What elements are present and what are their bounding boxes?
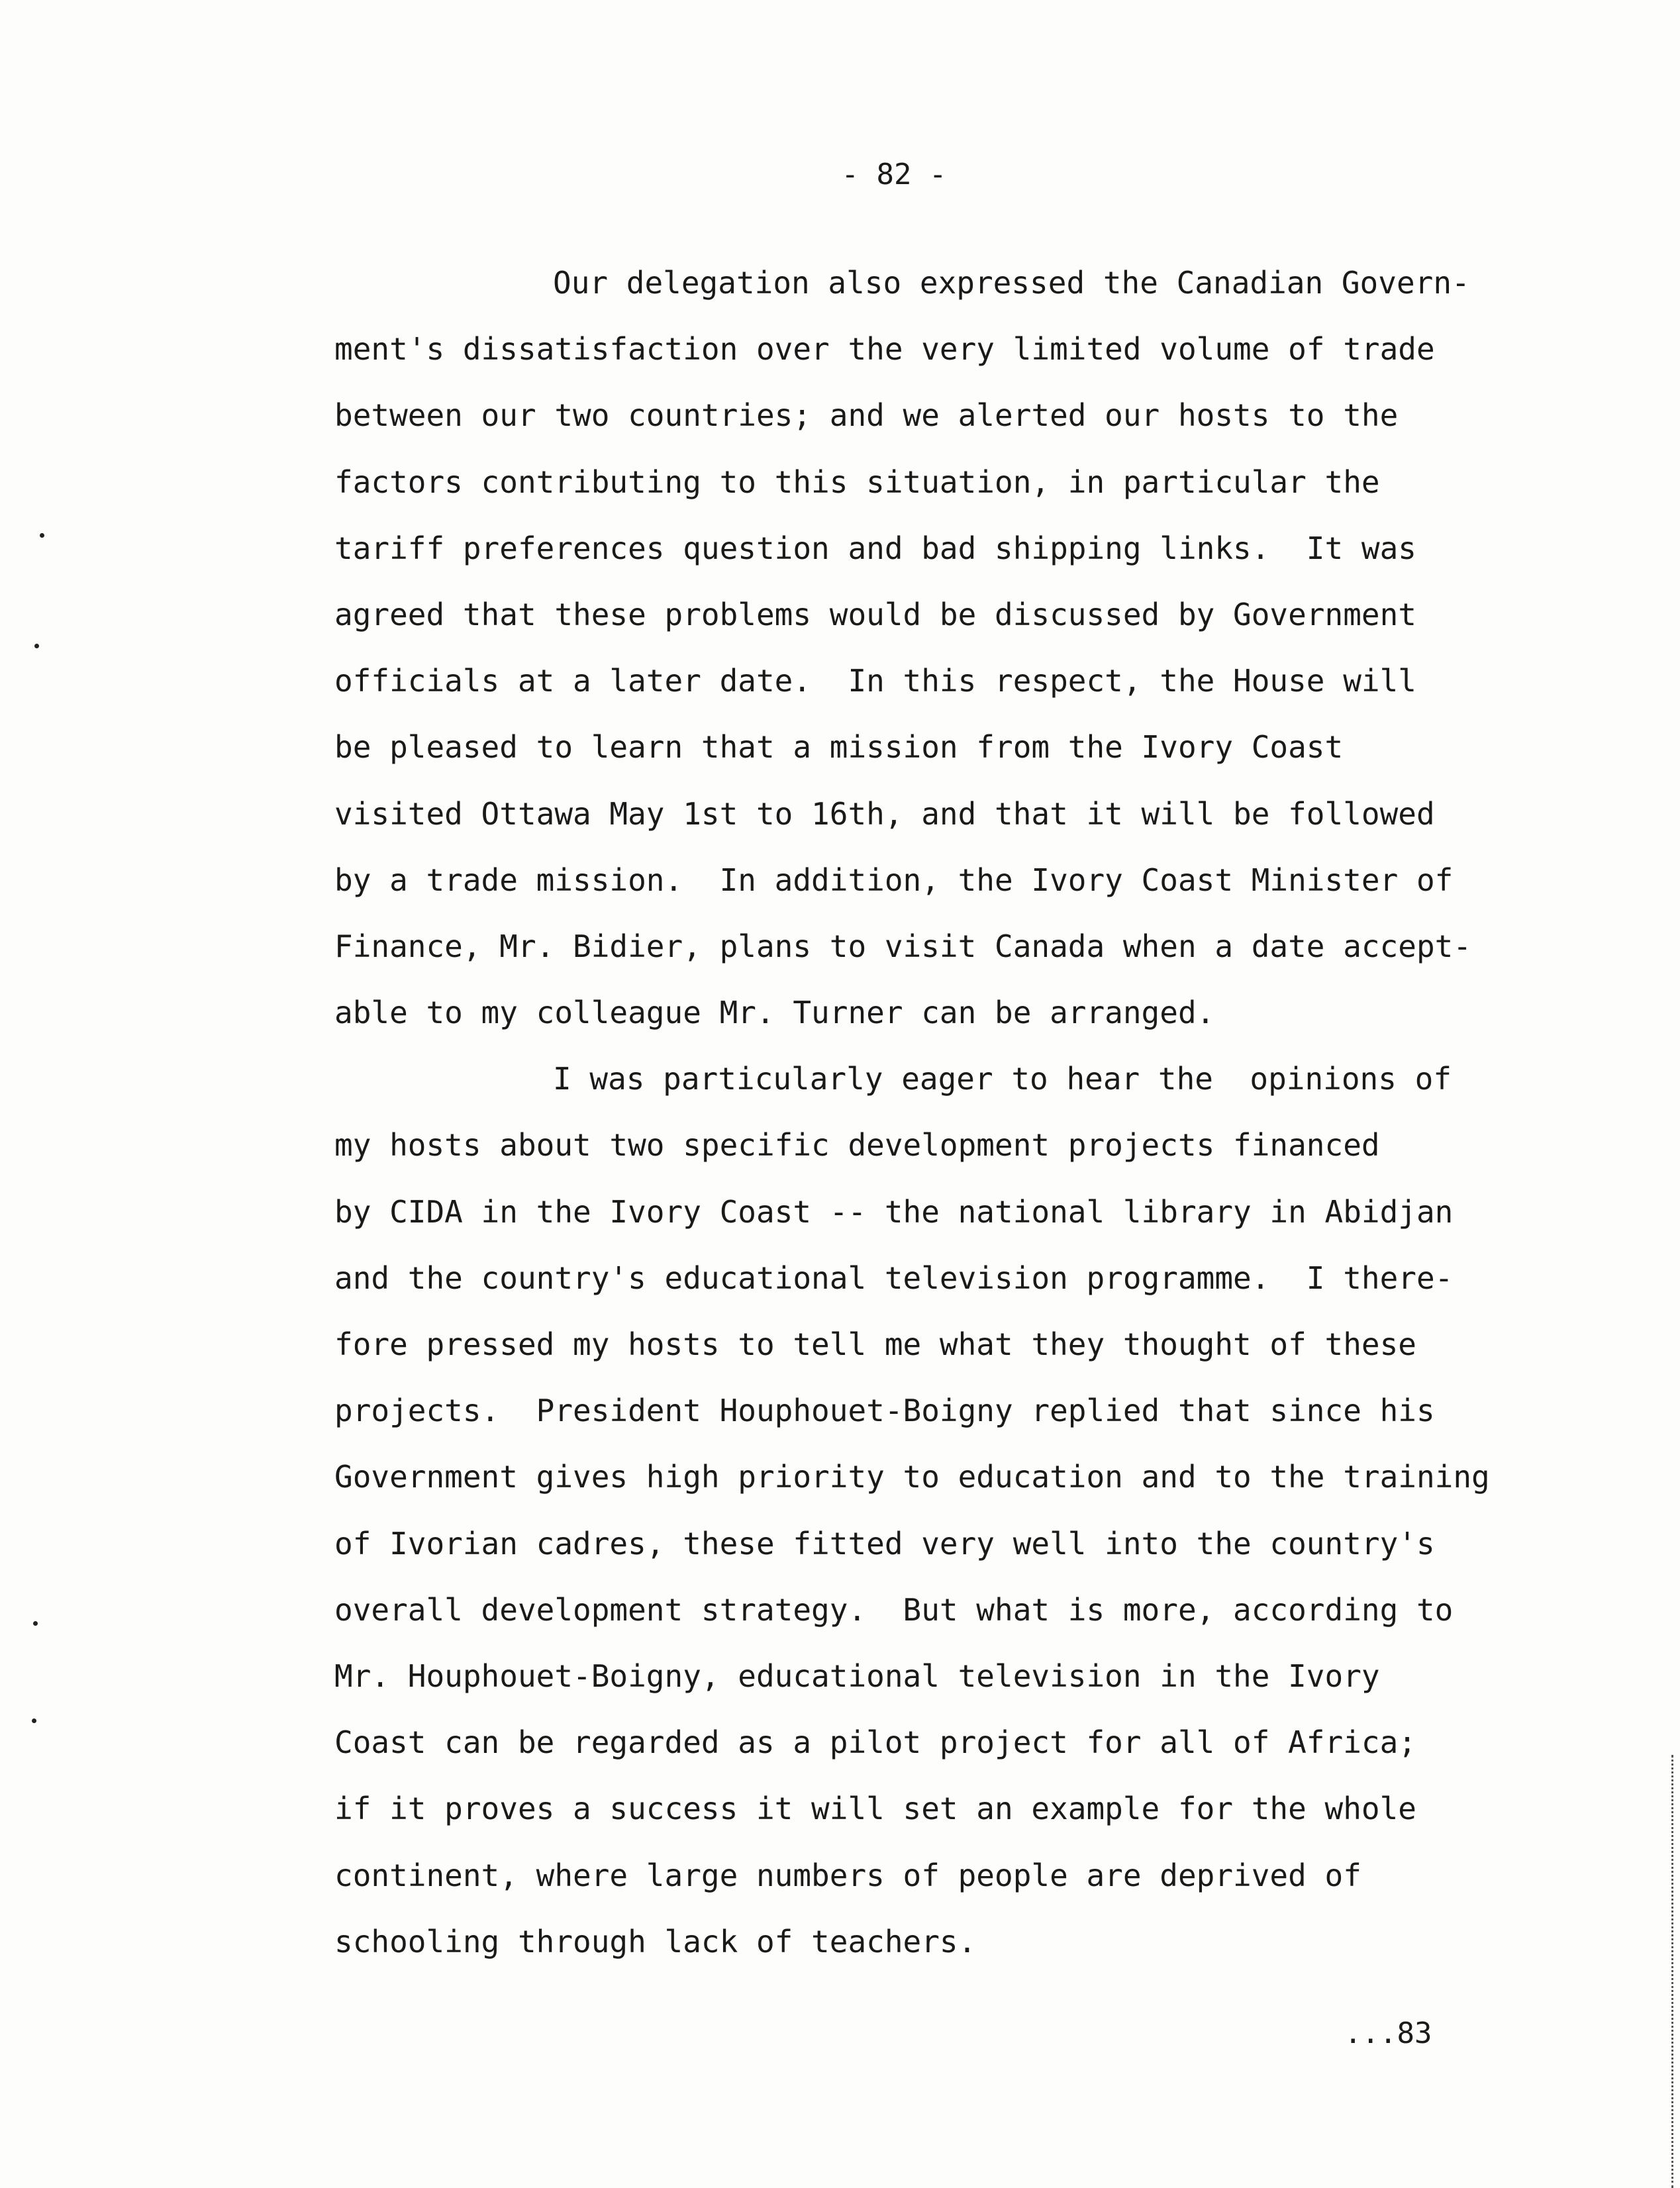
text-line: if it proves a success it will set an example for the whole bbox=[334, 1791, 1416, 1827]
text-line: factors contributing to this situation, in particular the bbox=[334, 464, 1380, 500]
text-line: Government gives high priority to education and to the training bbox=[334, 1459, 1490, 1495]
text-line: visited Ottawa May 1st to 16th, and that it will be followed bbox=[334, 795, 1435, 832]
continuation-marker: ...83 bbox=[1344, 2016, 1432, 2050]
text-line: and the country's educational television programme. I there- bbox=[334, 1260, 1454, 1296]
text-line: projects. President Houphouet-Boigny replied that since his bbox=[334, 1393, 1435, 1429]
text-line: be pleased to learn that a mission from the Ivory Coast bbox=[334, 729, 1344, 766]
text-line: able to my colleague Mr. Turner can be arranged. bbox=[334, 995, 1215, 1031]
scan-speck bbox=[40, 533, 44, 538]
text-line: overall development strategy. But what is more, according to bbox=[334, 1591, 1454, 1628]
text-line: by CIDA in the Ivory Coast -- the national library in Abidjan bbox=[334, 1193, 1454, 1230]
page-number: - 82 - bbox=[841, 158, 947, 191]
text-line: my hosts about two specific development projects financed bbox=[334, 1127, 1380, 1164]
text-line: by a trade mission. In addition, the Ivory Coast Minister of bbox=[334, 862, 1454, 898]
text-line: I was particularly eager to hear the opinions of bbox=[553, 1061, 1452, 1097]
paragraph-1 bbox=[334, 250, 1619, 1046]
paragraph-2 bbox=[334, 1046, 1619, 1975]
text-line: officials at a later date. In this respect, the House will bbox=[334, 663, 1416, 699]
text-line: Finance, Mr. Bidier, plans to visit Canada when a date accept- bbox=[334, 928, 1472, 964]
text-line: agreed that these problems would be discussed by Government bbox=[334, 596, 1416, 632]
scan-edge-rule bbox=[1671, 1755, 1675, 2188]
text-line: Our delegation also expressed the Canadian Govern- bbox=[553, 265, 1470, 301]
body-text bbox=[334, 250, 1619, 1975]
text-line: tariff preferences question and bad shipping links. It was bbox=[334, 530, 1416, 566]
text-line: ment's dissatisfaction over the very limited volume of trade bbox=[334, 331, 1435, 368]
scan-speck bbox=[33, 1621, 38, 1626]
scan-speck bbox=[32, 1718, 36, 1723]
text-line: schooling through lack of teachers. bbox=[334, 1923, 977, 1960]
text-line: between our two countries; and we alerted our hosts to the bbox=[334, 397, 1399, 434]
text-line: Mr. Houphouet-Boigny, educational television in the Ivory bbox=[334, 1658, 1380, 1694]
text-line: fore pressed my hosts to tell me what they thought of these bbox=[334, 1326, 1416, 1362]
text-line: of Ivorian cadres, these fitted very well into the country's bbox=[334, 1525, 1435, 1562]
scan-speck bbox=[34, 644, 39, 648]
text-line: continent, where large numbers of people are deprived of bbox=[334, 1857, 1361, 1893]
text-line: Coast can be regarded as a pilot project for all of Africa; bbox=[334, 1724, 1416, 1761]
